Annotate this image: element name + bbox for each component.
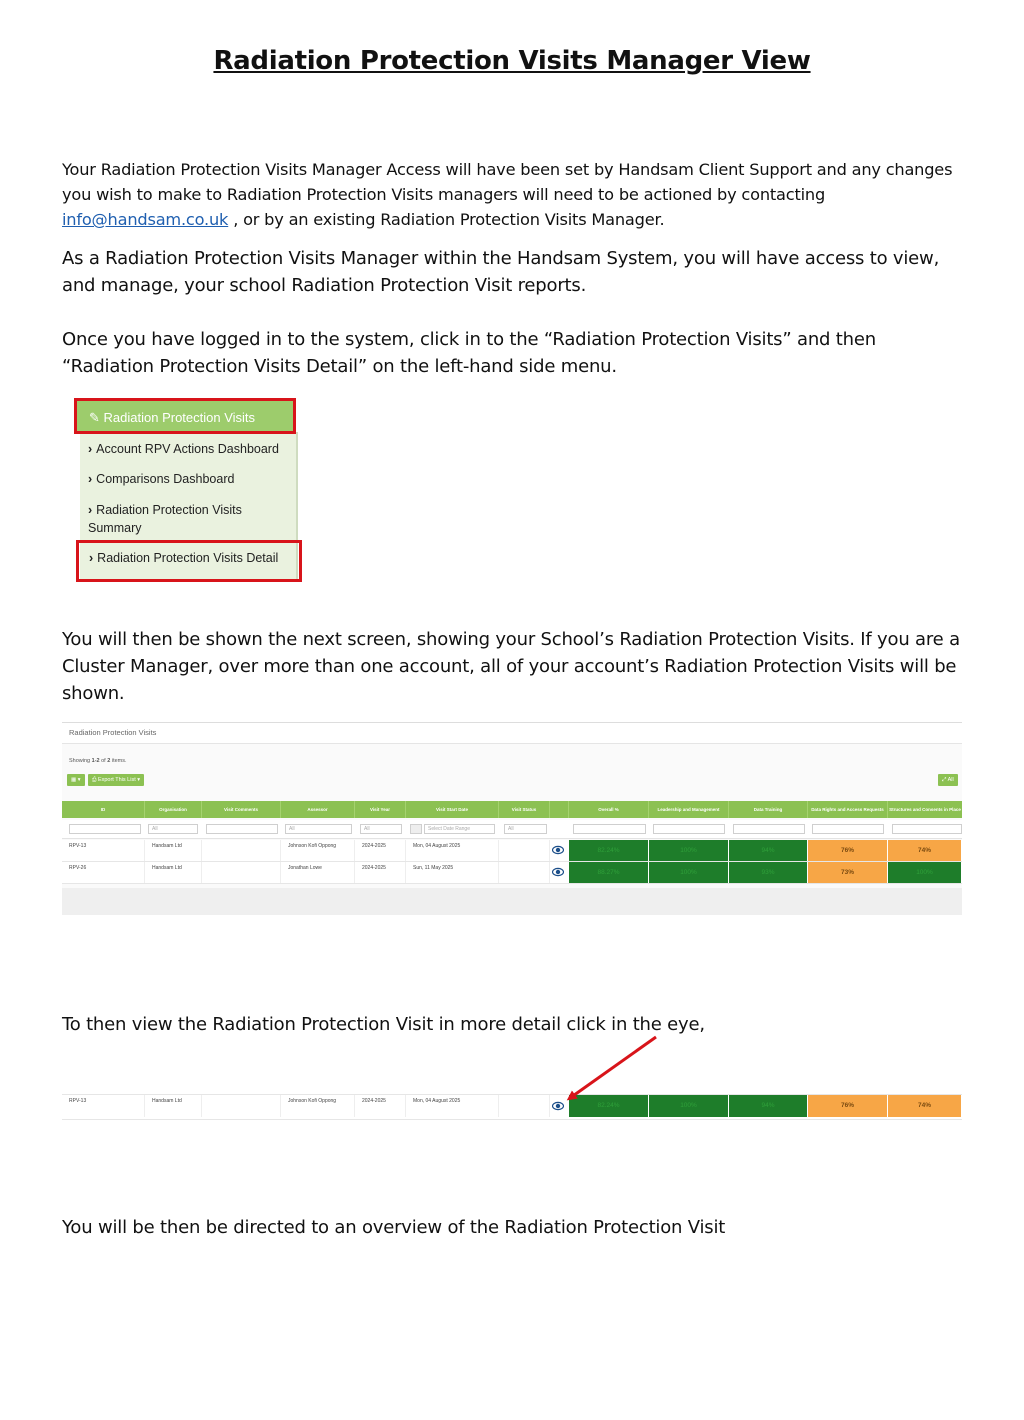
table-footer [62, 888, 962, 915]
support-email-link[interactable]: info@handsam.co.uk [62, 210, 229, 229]
cell-leadership: 100% [649, 1095, 729, 1117]
cell-structures: 100% [888, 862, 962, 883]
column-header-actions [550, 801, 569, 818]
cell-leadership: 100% [649, 840, 729, 861]
cell-date: Mon, 04 August 2025 [406, 1095, 499, 1117]
menu-item-label: Radiation Protection Visits Summary [88, 503, 242, 535]
menu-item-account-rpv-actions[interactable] [88, 440, 288, 458]
cell-structures: 74% [888, 840, 962, 861]
cell-year: 2024-2025 [355, 1095, 406, 1117]
login-instructions-paragraph: Once you have logged in to the system, click in to the “Radiation Protection Visits” and then “Radiation Protection Visits Detail” on the left-hand side menu. [62, 329, 876, 377]
table-filter-row [62, 820, 962, 839]
cell-rights: 76% [808, 1095, 888, 1117]
cell-status [499, 840, 550, 861]
view-detail-paragraph: To then view the Radiation Protection Visit in more detail click in the eye, [62, 1014, 705, 1035]
cell-organisation: Handsam Ltd [145, 840, 202, 861]
menu-header-radiation-protection-visits[interactable] [74, 398, 296, 434]
cell-overall: 82.24% [569, 840, 649, 861]
menu-item-rpv-detail[interactable] [76, 540, 302, 582]
cell-assessor: Jonathan Lowe [281, 862, 355, 883]
export-label: Export This List ▾ [97, 777, 141, 783]
date-range-input[interactable]: Select Date Range [424, 824, 495, 834]
rights-filter-input[interactable] [812, 824, 884, 834]
cell-year: 2024-2025 [355, 840, 406, 861]
comments-filter-input[interactable] [206, 824, 278, 834]
panel-header [62, 723, 962, 744]
showing-mid: of [99, 758, 108, 764]
column-header-data-rights[interactable]: Data Rights and Access Requests [808, 801, 888, 818]
column-header-visit-year[interactable]: Visit Year [355, 801, 406, 818]
expand-icon: ⤢ [942, 777, 948, 783]
menu-item-label: Comparisons Dashboard [96, 472, 235, 486]
showing-prefix: Showing [69, 758, 92, 764]
cell-comments [202, 1095, 281, 1117]
cell-rights: 76% [808, 840, 888, 861]
id-filter-input[interactable] [69, 824, 141, 834]
cell-status [499, 862, 550, 883]
intro-text: Your Radiation Protection Visits Manager Access will have been set by Handsam Client Support and any changes you wish to make to Radiation Protection Visits managers will need to be actioned by contacting [62, 160, 953, 204]
cell-organisation: Handsam Ltd [145, 862, 202, 883]
grid-menu-button[interactable]: ▦ ▾ [67, 774, 85, 786]
menu-item-comparisons-dashboard[interactable] [88, 470, 288, 488]
column-header-leadership[interactable]: Leadership and Management [649, 801, 729, 818]
assessor-filter-select[interactable]: All [285, 824, 352, 834]
cell-overall: 88.27% [569, 862, 649, 883]
cell-assessor: Johnson Kofi Oppong [281, 840, 355, 861]
intro-text-end: , or by an existing Radiation Protection Visits Manager. [233, 210, 665, 229]
eye-icon[interactable] [552, 867, 564, 877]
column-header-data-training[interactable]: Data Training [729, 801, 808, 818]
menu-item-label: Radiation Protection Visits Detail [97, 551, 279, 565]
chevron-right-icon: › [88, 442, 93, 456]
calendar-icon[interactable] [410, 824, 422, 834]
cell-year: 2024-2025 [355, 862, 406, 883]
showing-items-text [69, 758, 127, 764]
column-header-visit-comments[interactable]: Visit Comments [202, 801, 281, 818]
organisation-filter-select[interactable]: All [148, 824, 198, 834]
menu-item-label: Account RPV Actions Dashboard [96, 442, 279, 456]
status-filter-select[interactable]: All [504, 824, 547, 834]
column-header-overall[interactable]: Overall % [569, 801, 649, 818]
page-title: Radiation Protection Visits Manager View [213, 46, 811, 76]
export-list-button[interactable] [88, 774, 144, 786]
table-header-row [62, 801, 962, 818]
export-icon: ⎙ [92, 777, 98, 783]
table-row[interactable] [62, 840, 962, 862]
cell-comments [202, 862, 281, 883]
column-header-structures[interactable]: Structures and Consents in Place [888, 801, 962, 818]
showing-total: 2 [107, 758, 111, 764]
overall-filter-input[interactable] [573, 824, 646, 834]
intro-paragraph [62, 157, 962, 232]
cell-leadership: 100% [649, 862, 729, 883]
cell-date: Sun, 11 May 2025 [406, 862, 499, 883]
cell-status [499, 1095, 550, 1117]
overview-paragraph: You will be then be directed to an overview of the Radiation Protection Visit [62, 1217, 726, 1238]
column-header-id[interactable]: ID [62, 801, 145, 818]
cell-overall: 82.24% [569, 1095, 649, 1117]
chevron-right-icon: › [89, 551, 94, 565]
cell-id: RPV-13 [62, 840, 145, 861]
panel-title: Radiation Protection Visits [69, 728, 157, 737]
showing-suffix: items. [110, 758, 127, 764]
cell-training: 93% [729, 862, 808, 883]
cell-training: 94% [729, 1095, 808, 1117]
menu-header-label: Radiation Protection Visits [103, 410, 256, 425]
all-label: All [947, 777, 954, 783]
single-row-screenshot [62, 1094, 962, 1120]
rpv-table-screenshot [62, 722, 962, 915]
cell-rights: 73% [808, 862, 888, 883]
year-filter-select[interactable]: All [360, 824, 402, 834]
next-screen-paragraph: You will then be shown the next screen, showing your School’s Radiation Protection Visits. If you are a Cluster Manager, over more than one account, all of your account’s Radiation Protection Visits will be shown. [62, 629, 960, 704]
cell-id: RPV-13 [62, 1095, 145, 1117]
cell-id: RPV-26 [62, 862, 145, 883]
pencil-icon: ✎ [89, 410, 100, 425]
show-all-button[interactable] [938, 774, 958, 786]
eye-icon[interactable] [552, 1101, 564, 1111]
cell-organisation: Handsam Ltd [145, 1095, 202, 1117]
chevron-right-icon: › [88, 472, 93, 486]
cell-training: 94% [729, 840, 808, 861]
leadership-filter-input[interactable] [653, 824, 725, 834]
cell-structures: 74% [888, 1095, 962, 1117]
eye-icon[interactable] [552, 845, 564, 855]
menu-item-rpv-summary[interactable] [88, 501, 258, 537]
column-header-visit-start-date[interactable]: Visit Start Date [406, 801, 499, 818]
structures-filter-input[interactable] [892, 824, 962, 834]
column-header-assessor[interactable]: Assessor [281, 801, 355, 818]
sidebar-menu-screenshot [74, 398, 302, 584]
cell-date: Mon, 04 August 2025 [406, 840, 499, 861]
cell-assessor: Johnson Kofi Oppong [281, 1095, 355, 1117]
table-row[interactable] [62, 862, 962, 884]
manager-access-paragraph: As a Radiation Protection Visits Manager within the Handsam System, you will have access to view, and manage, your school Radiation Protection Visit reports. [62, 248, 940, 296]
cell-comments [202, 840, 281, 861]
showing-range: 1-2 [91, 758, 100, 764]
training-filter-input[interactable] [733, 824, 805, 834]
column-header-visit-status[interactable]: Visit Status [499, 801, 550, 818]
chevron-right-icon: › [88, 503, 93, 517]
column-header-organisation[interactable]: Organisation [145, 801, 202, 818]
